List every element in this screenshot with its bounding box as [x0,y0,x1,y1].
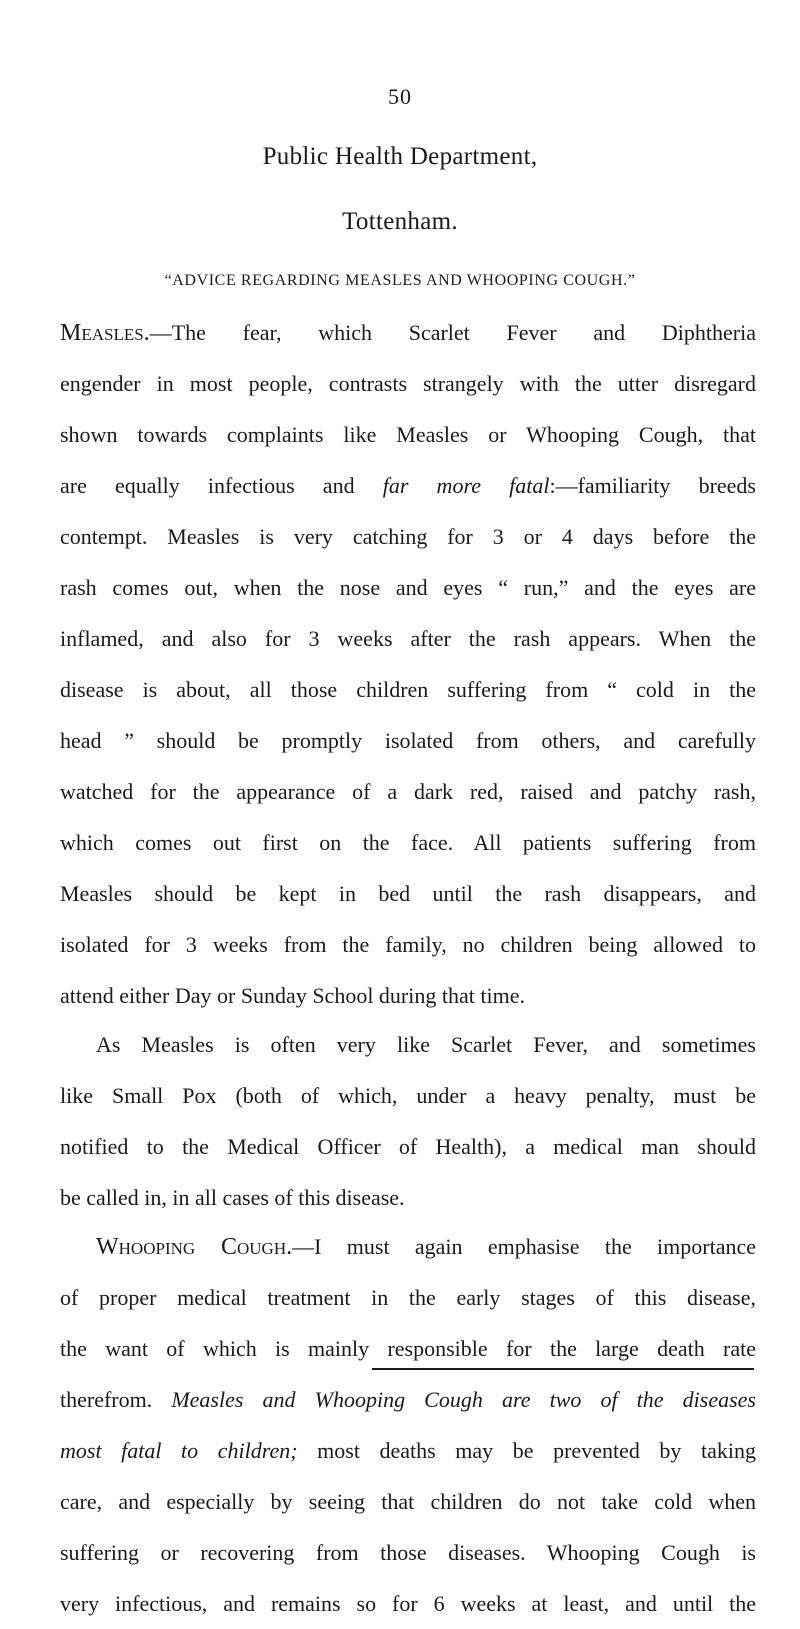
text-line: notified to the Medical Officer of Health), a medical man should [60,1134,756,1159]
notification-paragraph [60,1019,756,1223]
body-text [60,307,756,1629]
text-line: care, and especially by seeing that children do not take cold when [60,1489,756,1514]
text-line: Measles should be kept in bed until the rash disappears, and [60,881,756,906]
text-line: most fatal to children; most deaths may be prevented by taking [60,1438,756,1463]
text-line: contempt. Measles is very catching for 3 or 4 days before the [60,524,756,549]
text-line: rash comes out, when the nose and eyes “ run,” and the eyes are [60,575,756,600]
text-line: disease is about, all those children suffering from “ cold in the [60,677,756,702]
text-line: engender in most people, contrasts strangely with the utter disregard [60,371,756,396]
emphasis-far-more-fatal: far more fatal [382,473,550,498]
text-line: head ” should be promptly isolated from others, and carefully [60,728,756,753]
advice-title: “ADVICE REGARDING MEASLES AND WHOOPING COUGH.” [164,272,636,289]
emphasis-most-fatal: most fatal to children; [60,1438,298,1463]
rule-underline [372,1368,754,1370]
whooping-cough-paragraph [60,1221,756,1629]
text-line: the want of which is mainly responsible for the large death rate [60,1336,756,1361]
text-line: very infectious, and remains so for 6 weeks at least, and until the [60,1591,756,1616]
text-line: As Measles is often very like Scarlet Fever, and sometimes [96,1032,756,1057]
measles-lead: Measles. [60,320,150,346]
text-line: be called in, in all cases of this disease. [60,1185,405,1210]
text-line: isolated for 3 weeks from the family, no children being allowed to [60,932,756,957]
heading-location: Tottenham. [342,208,458,235]
text-line: shown towards complaints like Measles or Whooping Cough, that [60,422,756,447]
text-line: are equally infectious and far more fatal:—familiarity breeds [60,473,756,498]
whooping-cough-lead: Whooping Cough. [96,1234,293,1260]
emphasis-diseases: Measles and Whooping Cough are two of the diseases [171,1387,756,1412]
text-line: like Small Pox (both of which, under a heavy penalty, must be [60,1083,756,1108]
measles-paragraph [60,307,756,1021]
text-line: attend either Day or Sunday School during that time. [60,983,525,1008]
text-line: Measles.—The fear, which Scarlet Fever and Diphtheria [60,320,756,346]
text-line: suffering or recovering from those diseases. Whooping Cough is [60,1540,756,1565]
heading-department: Public Health Department, [262,143,538,170]
text-line: therefrom. Measles and Whooping Cough are two of the diseases [60,1387,756,1412]
text-line: of proper medical treatment in the early stages of this disease, [60,1285,756,1310]
page-number: 50 [388,84,412,109]
text-line: which comes out first on the face. All patients suffering from [60,830,756,855]
text-line: Whooping Cough.—I must again emphasise the importance [96,1234,756,1260]
text-line: inflamed, and also for 3 weeks after the rash appears. When the [60,626,756,651]
text-line: watched for the appearance of a dark red, raised and patchy rash, [60,779,756,804]
